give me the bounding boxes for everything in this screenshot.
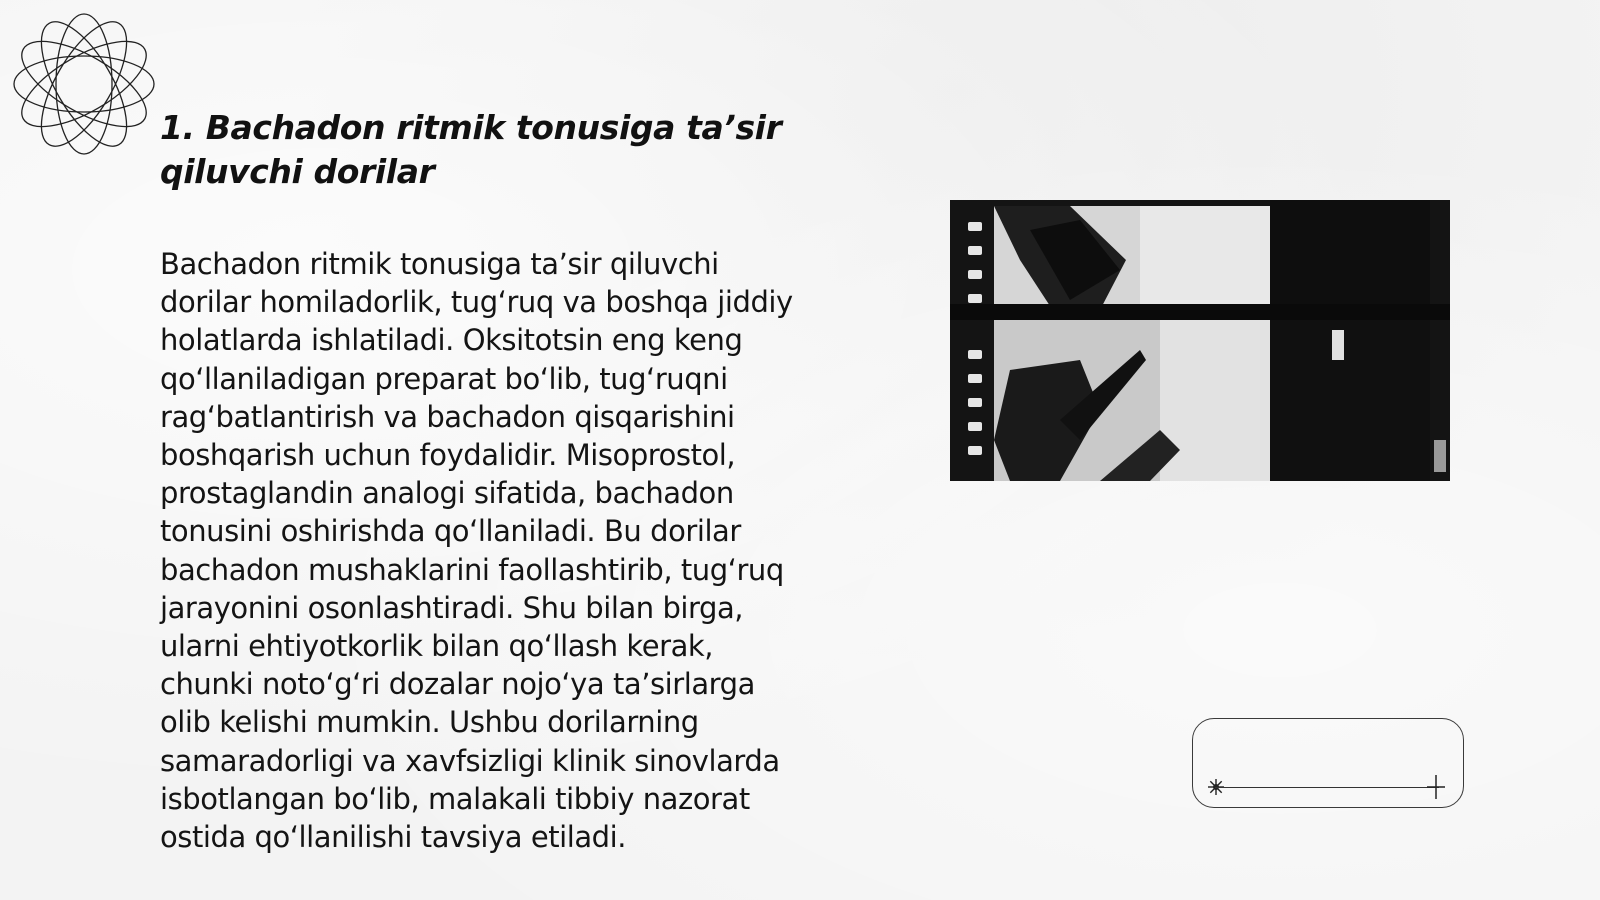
caption-box [1192, 718, 1464, 808]
caption-divider-line [1215, 787, 1439, 788]
slide-body-text: Bachadon ritmik tonusiga ta’sir qiluvchi dorilar homiladorlik, tug‘ruq va boshqa jiddiy holatlarda ishlatiladi. Oksitotsin eng keng qo‘llaniladigan preparat bo‘lib, tug‘ruqni rag‘batlantirish va bachadon qisqarishini boshqarish uchun foydalidir. Misoprostol, prostaglandin analogi sifatida, bachadon tonusini oshirishda qo‘llaniladi. Bu dorilar bachadon mushaklarini faollashtirib, tug‘ruq jarayonini osonlashtiradi. Shu bilan birga, ularni ehtiyotkorlik bilan qo‘llash kerak, chunki noto‘g‘ri dozalar nojo‘ya ta’sirlarga olib kelishi mumkin. Ushbu dorilarning samaradorligi va xavfsizligi klinik sinovlarda isbotlangan bo‘lib, malakali tibbiy nazorat ostida qo‘llanilishi tavsiya etiladi. [160, 247, 793, 855]
cross-star-icon [1425, 775, 1447, 799]
film-strip-photo [950, 200, 1450, 481]
slide-title: 1. Bachadon ritmik tonusiga ta’sir qiluvchi dorilar [160, 108, 782, 191]
orbit-rings-icon [10, 10, 158, 158]
